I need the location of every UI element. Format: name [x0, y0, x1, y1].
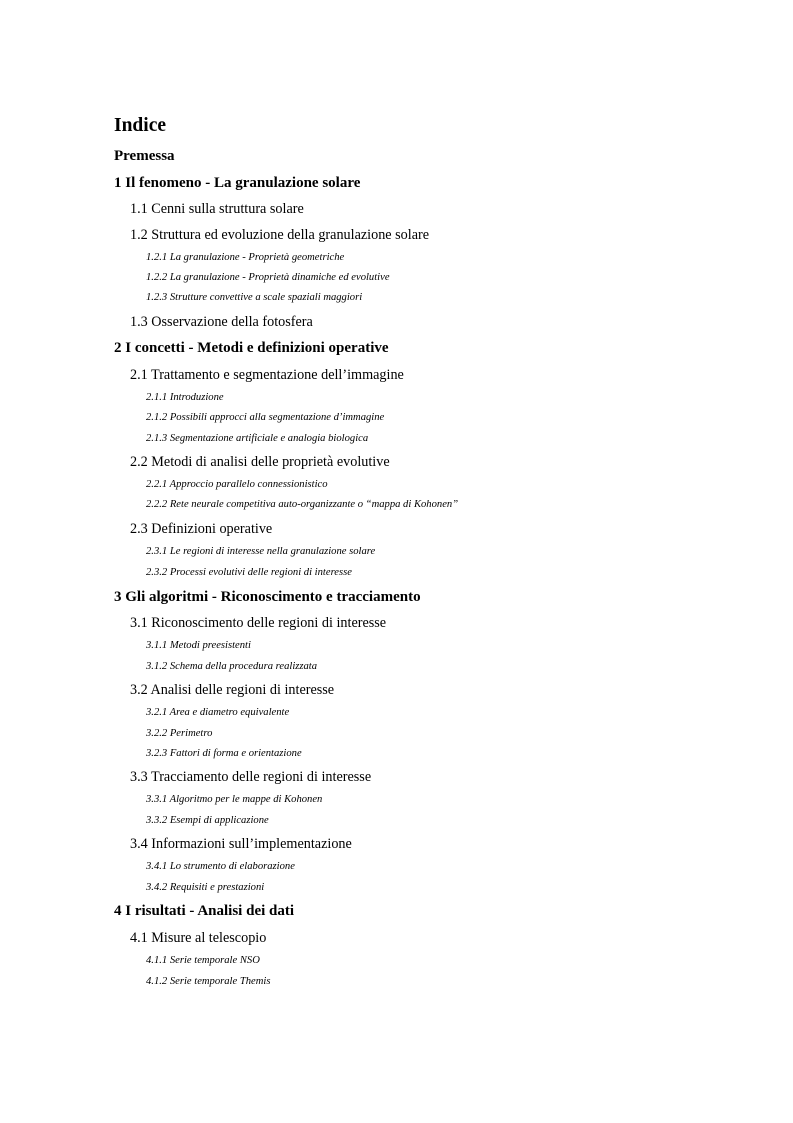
toc-entry-level-3: 2.1.2 Possibili approcci alla segmentazione d’immagine: [146, 412, 385, 423]
toc-entry-level-3: 3.4.1 Lo strumento di elaborazione: [146, 861, 295, 872]
toc-entry-level-2: 1.3 Osservazione della fotosfera: [130, 314, 313, 330]
toc-entry-level-3: 3.1.1 Metodi preesistenti: [146, 640, 251, 651]
toc-entry-level-1: 3 Gli algoritmi - Riconoscimento e tracciamento: [114, 589, 421, 605]
toc-entry-level-2: 3.3 Tracciamento delle regioni di interesse: [130, 769, 372, 785]
toc-entry-level-2: 2.1 Trattamento e segmentazione dell’immagine: [130, 367, 404, 383]
toc-entry-level-3: 3.3.2 Esempi di applicazione: [146, 815, 269, 826]
toc-entry-level-3: 3.2.1 Area e diametro equivalente: [146, 707, 290, 718]
toc-entry-level-1: 2 I concetti - Metodi e definizioni operative: [114, 340, 389, 356]
toc-entry-level-1: 4 I risultati - Analisi dei dati: [114, 903, 295, 919]
toc-entry-level-2: 3.1 Riconoscimento delle regioni di interesse: [130, 615, 387, 631]
toc-entry-level-1: Premessa: [114, 148, 175, 164]
toc-entry-level-3: 2.3.1 Le regioni di interesse nella granulazione solare: [146, 546, 376, 557]
toc-entry-level-2: 1.2 Struttura ed evoluzione della granulazione solare: [130, 227, 430, 243]
toc-entry-level-3: 1.2.2 La granulazione - Proprietà dinamiche ed evolutive: [146, 272, 390, 283]
toc-entry-level-3: 3.1.2 Schema della procedura realizzata: [146, 661, 318, 672]
toc-entry-level-3: 3.2.2 Perimetro: [146, 728, 213, 739]
toc-entry-level-3: 1.2.1 La granulazione - Proprietà geometriche: [146, 252, 345, 263]
toc-entry-level-3: 2.3.2 Processi evolutivi delle regioni di interesse: [146, 567, 352, 578]
toc-entry-level-3: 3.3.1 Algoritmo per le mappe di Kohonen: [146, 794, 323, 805]
toc-entry-level-2: 3.2 Analisi delle regioni di interesse: [130, 682, 335, 698]
toc-entry-level-3: 2.2.1 Approccio parallelo connessionistico: [146, 479, 328, 490]
toc-entry-level-3: 4.1.2 Serie temporale Themis: [146, 976, 271, 987]
toc-entry-level-3: 2.1.1 Introduzione: [146, 392, 224, 403]
toc-entry-level-2: 3.4 Informazioni sull’implementazione: [130, 836, 352, 852]
toc-entry-level-2: 1.1 Cenni sulla struttura solare: [130, 201, 304, 217]
toc-entry-level-2: 2.2 Metodi di analisi delle proprietà evolutive: [130, 454, 390, 470]
toc-entry-level-2: 4.1 Misure al telescopio: [130, 930, 267, 946]
toc-entry-level-3: 2.1.3 Segmentazione artificiale e analogia biologica: [146, 433, 369, 444]
toc-entry-level-1: 1 Il fenomeno - La granulazione solare: [114, 175, 361, 191]
toc-entry-level-3: 2.2.2 Rete neurale competitiva auto-organizzante o “mappa di Kohonen”: [146, 499, 459, 510]
toc-entry-level-2: 2.3 Definizioni operative: [130, 521, 273, 537]
toc-entry-level-3: 4.1.1 Serie temporale NSO: [146, 955, 260, 966]
toc-entry-level-3: 1.2.3 Strutture convettive a scale spaziali maggiori: [146, 292, 363, 303]
toc-entry-level-3: 3.2.3 Fattori di forma e orientazione: [146, 748, 302, 759]
toc-entry-level-3: 3.4.2 Requisiti e prestazioni: [146, 882, 265, 893]
page-title: Indice: [114, 115, 167, 136]
